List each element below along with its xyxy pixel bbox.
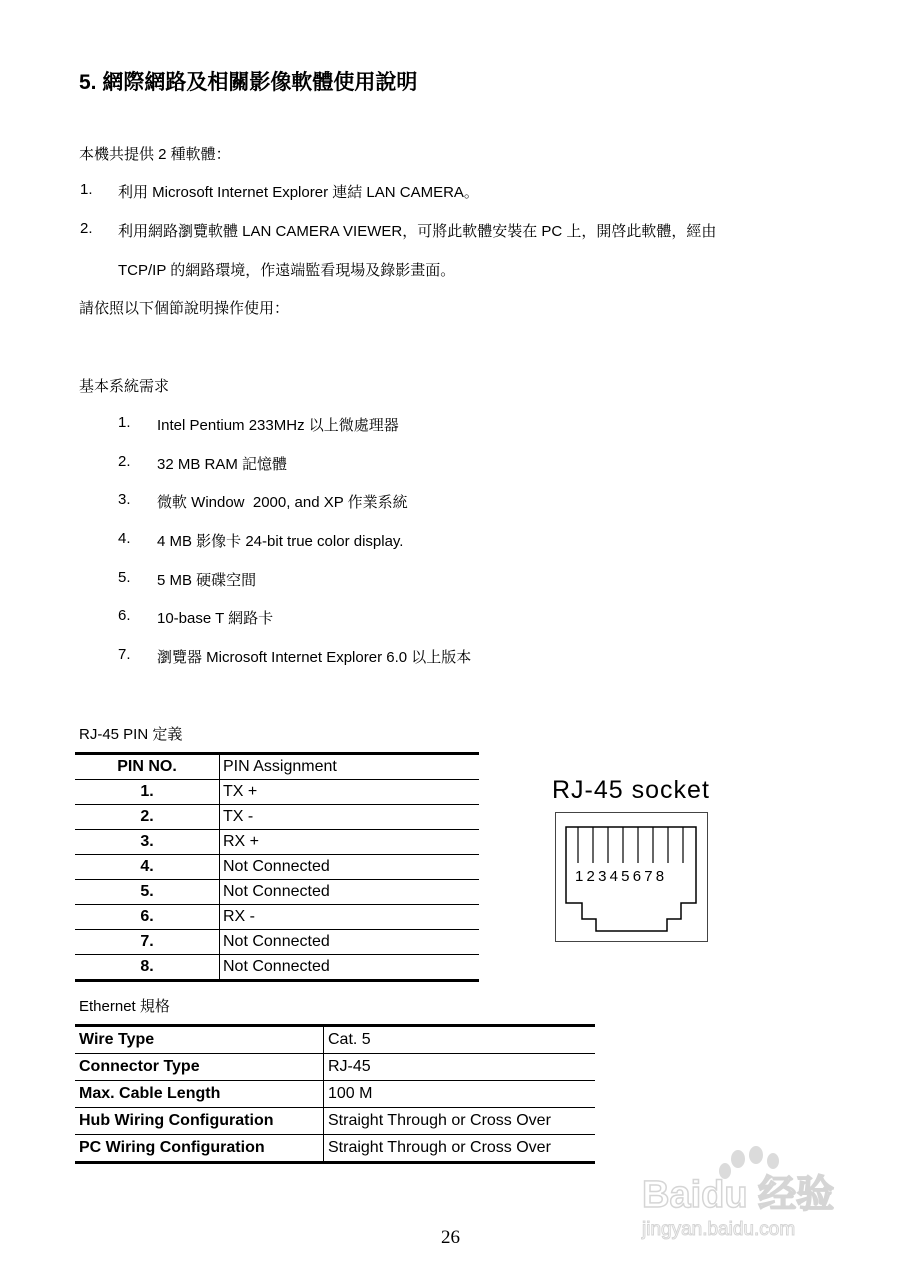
pin-table xyxy=(75,752,479,982)
spec-label: Max. Cable Length xyxy=(75,1081,324,1108)
pin-number: 5. xyxy=(75,880,220,905)
intro-text: 本機共提供 2 種軟體： xyxy=(79,146,231,163)
pin-number: 2. xyxy=(75,805,220,830)
watermark-brand: Baidu 经验 xyxy=(642,1174,835,1216)
table-row xyxy=(75,930,479,955)
requirement-num: 2. xyxy=(118,453,131,470)
requirements-heading: 基本系統需求 xyxy=(79,378,170,395)
requirement-num: 3. xyxy=(118,491,131,508)
table-row xyxy=(75,855,479,880)
table-row xyxy=(75,1135,595,1163)
requirement-num: 4. xyxy=(118,530,131,547)
instructions-text: 請依照以下個節說明操作使用： xyxy=(79,300,290,317)
baidu-watermark xyxy=(640,1145,850,1245)
pin-number: 8. xyxy=(75,955,220,981)
pin-assignment: TX - xyxy=(220,805,480,830)
rj45-socket-diagram xyxy=(555,812,708,942)
spec-value: Straight Through or Cross Over xyxy=(328,1139,551,1156)
table-row xyxy=(75,780,479,805)
table-row xyxy=(75,1108,595,1135)
requirement-item: 瀏覽器 Microsoft Internet Explorer 6.0 以上版本 xyxy=(157,649,472,666)
pin-assignment: TX + xyxy=(220,780,480,805)
pin-number: 6. xyxy=(75,905,220,930)
pin-number: 7. xyxy=(75,930,220,955)
pin-number: 1. xyxy=(75,780,220,805)
software-item-2-cont: TCP/IP 的網路環境，作遠端監看現場及錄影畫面。 xyxy=(118,262,456,279)
pin-number: 3. xyxy=(75,830,220,855)
table-header-row xyxy=(75,754,479,780)
software-num-1: 1. xyxy=(80,181,93,198)
spec-label: Wire Type xyxy=(75,1026,324,1054)
software-item-2: 利用網路瀏覽軟體 LAN CAMERA VIEWER，可將此軟體安裝在 PC 上，開啓此軟體，經由 xyxy=(118,223,717,240)
page-title: 5. 網際網路及相關影像軟體使用說明 xyxy=(79,71,418,94)
socket-title: RJ-45 socket xyxy=(552,776,710,804)
requirement-item: 10-base T 網路卡 xyxy=(157,610,274,627)
watermark-url: jingyan.baidu.com xyxy=(642,1219,796,1240)
requirement-item: 微軟 Window 2000, and XP 作業系統 xyxy=(157,494,408,511)
pin-number: 4. xyxy=(75,855,220,880)
spec-label: PC Wiring Configuration xyxy=(75,1135,324,1163)
pin-assignment: RX + xyxy=(220,830,480,855)
header-cell: PIN Assignment xyxy=(220,754,480,780)
socket-pin-labels: 12345678 xyxy=(575,868,668,885)
table-row xyxy=(75,1054,595,1081)
requirement-item: 5 MB 硬碟空間 xyxy=(157,572,257,589)
spec-label: Connector Type xyxy=(75,1054,324,1081)
spec-label: Hub Wiring Configuration xyxy=(75,1108,324,1135)
header-cell: PIN NO. xyxy=(75,754,220,780)
requirement-item: Intel Pentium 233MHz 以上微處理器 xyxy=(157,417,399,434)
requirement-item: 32 MB RAM 記憶體 xyxy=(157,456,288,473)
spec-value: Cat. 5 xyxy=(324,1026,596,1054)
pin-caption: RJ-45 PIN 定義 xyxy=(79,726,183,743)
requirement-item: 4 MB 影像卡 24-bit true color display. xyxy=(157,533,404,550)
pin-assignment: Not Connected xyxy=(220,930,480,955)
paw-logo-icon xyxy=(640,1145,850,1245)
table-row xyxy=(75,905,479,930)
requirement-num: 5. xyxy=(118,569,131,586)
table-row xyxy=(75,955,479,981)
table-row xyxy=(75,1081,595,1108)
spec-value: Straight Through or Cross Over xyxy=(324,1108,596,1135)
requirement-num: 6. xyxy=(118,607,131,624)
requirement-num: 1. xyxy=(118,414,131,431)
spec-value: 100 M xyxy=(324,1081,596,1108)
pin-assignment: Not Connected xyxy=(220,880,480,905)
software-item-1: 利用 Microsoft Internet Explorer 連結 LAN CAMERA。 xyxy=(118,184,479,201)
software-num-2: 2. xyxy=(80,220,93,237)
pin-assignment: RX - xyxy=(220,905,480,930)
ethernet-caption: Ethernet 規格 xyxy=(79,998,170,1015)
table-row xyxy=(75,1026,595,1054)
ethernet-table xyxy=(75,1024,595,1164)
table-row xyxy=(75,830,479,855)
spec-value: RJ-45 xyxy=(324,1054,596,1081)
page-number: 26 xyxy=(441,1227,460,1248)
pin-assignment: Not Connected xyxy=(220,855,480,880)
table-row xyxy=(75,805,479,830)
rj45-socket-icon xyxy=(556,813,707,941)
table-row xyxy=(75,880,479,905)
requirement-num: 7. xyxy=(118,646,131,663)
pin-assignment: Not Connected xyxy=(223,958,330,975)
